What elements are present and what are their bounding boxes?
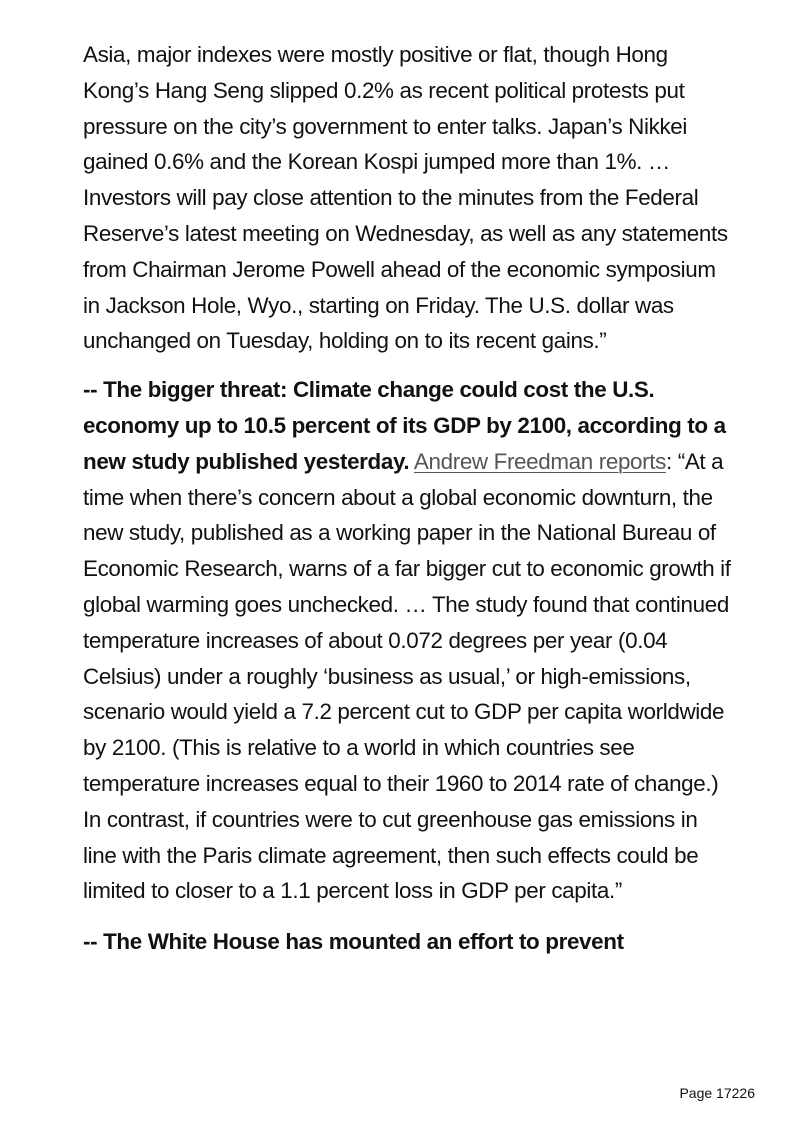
white-house-headline: -- The White House has mounted an effort to prevent bbox=[83, 929, 624, 955]
page-number: Page 17226 bbox=[679, 1085, 755, 1101]
climate-study-quote: : “At a time when there’s concern about a global economic downturn, the new study, published as a working paper in the National Bureau of Economic Research, warns of a far bigger cut to economic growth if global warming goes unchecked. … The study found that continued temperature increases of about 0.072 degrees per year (0.04 Celsius) under a roughly ‘business as usual,’ or high-emissions, scenario would yield a 7.2 percent cut to GDP per capita worldwide by 2100. (This is relative to a world in which countries see temperature increases equal to their 1960 to 2014 rate of change.) In contrast, if countries were to cut greenhouse gas emissions in line with the Paris climate agreement, then such effects could be limited to closer to a 1.1 percent loss in GDP per capita.” bbox=[83, 448, 731, 904]
andrew-freedman-link[interactable]: Andrew Freedman reports bbox=[413, 448, 666, 474]
climate-headline: -- The bigger threat: Climate change could cost the U.S. economy up to 10.5 percent of its GDP by 2100, according to a new study published yesterday. bbox=[83, 377, 726, 474]
document-body bbox=[83, 37, 733, 960]
paragraph-asia-markets: Asia, major indexes were mostly positive or flat, though Hong Kong’s Hang Seng slipped 0.2% as recent political protests put pressure on the city’s government to enter talks. Japan’s Nikkei gained 0.6% and the Korean Kospi jumped more than 1%. … Investors will pay close attention to the minutes from the Federal Reserve’s latest meeting on Wednesday, as well as any statements from Chairman Jerome Powell ahead of the economic symposium in Jackson Hole, Wyo., starting on Friday. The U.S. dollar was unchanged on Tuesday, holding on to its recent gains.” bbox=[83, 42, 728, 354]
paragraph-white-house bbox=[83, 924, 733, 960]
paragraph-climate-study bbox=[83, 372, 733, 909]
